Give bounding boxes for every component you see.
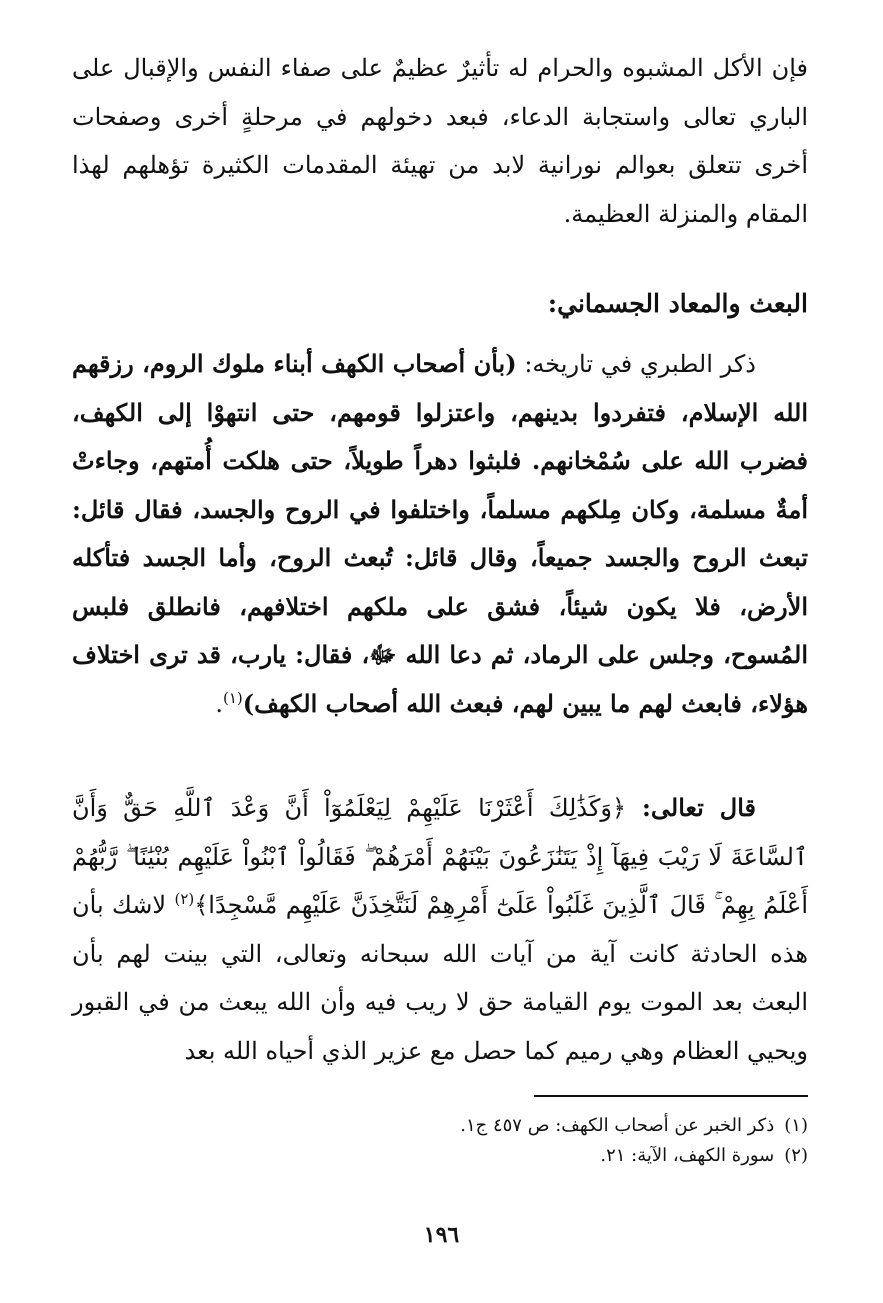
verse-section (72, 784, 808, 1075)
verse-paragraph (72, 784, 808, 1075)
footnotes (72, 1111, 808, 1171)
intro-paragraph: فإن الأكل المشبوه والحرام له تأثيرٌ عظيمٌ على صفاء النفس والإقبال على الباري تعالى واستجابة الدعاء، فبعد دخولهم في مرحلةٍ أخرى وصفحات أخرى تتعلق بعوالم نورانية لابد من تهيئة المقدمات الكثيرة تؤهلهم لهذا المقام والمنزلة العظيمة. (72, 54, 808, 228)
footnote-ref-1: (١) (223, 688, 243, 707)
tabari-lead: ذكر الطبري في تاريخه: (516, 350, 756, 378)
footnote-separator (534, 1095, 808, 1097)
tabari-end: . (215, 689, 223, 718)
page-number: ١٩٦ (423, 1222, 460, 1248)
footnote-1-number: (١) (784, 1115, 808, 1136)
tabari-paragraph (72, 340, 808, 728)
footnote-1-text: ذكر الخبر عن أصحاب الكهف: ص ٤٥٧ ج١. (460, 1115, 775, 1136)
section-heading-container (72, 280, 808, 328)
footnote-2-number: (٢) (784, 1145, 808, 1166)
verse-lead: قال تعالى: (626, 793, 756, 822)
footnote-1 (72, 1111, 808, 1141)
quran-verse: ﴿وَكَذَٰلِكَ أَعْثَرْنَا عَلَيْهِمْ لِيَعْلَمُوٓاْ أَنَّ وَعْدَ ٱللَّهِ حَقٌّ وَأَنَّ ٱلسَّاعَةَ لَا رَيْبَ فِيهَآ إِذْ يَتَنَٰزَعُونَ بَيْنَهُمْ أَمْرَهُمْ ۖ فَقَالُواْ ٱبْنُواْ عَلَيْهِم بُنْيَٰنًا ۖ رَّبُّهُمْ أَعْلَمُ بِهِمْ ۚ قَالَ ٱلَّذِينَ غَلَبُواْ عَلَىٰٓ أَمْرِهِمْ لَنَتَّخِذَنَّ عَلَيْهِم مَّسْجِدًا﴾ (72, 794, 808, 919)
tabari-quote: (بأن أصحاب الكهف أبناء ملوك الروم، رزقهم الله الإسلام، فتفردوا بدينهم، واعتزلوا قومهم، حتى انتهوْا إلى الكهف، فضرب الله على سُمْخانهم. فلبثوا دهراً طويلاً، حتى هلكت أُمتهم، وجاءتْ أمةٌ مسلمة، وكان مِلكهم مسلماً، واختلفوا في الروح والجسد، فقال قائل: تبعث الروح والجسد جميعاً، وقال قائل: تُبعث الروح، وأما الجسد فتأكله الأرض، فلا يكون شيئاً، فشق على ملكهم اختلافهم، فانطلق فلبس المُسوح، وجلس على الرماد، ثم دعا الله ﷻ، فقال: يارب، قد ترى اختلاف هؤلاء، فابعث لهم ما يبين لهم، فبعث الله أصحاب الكهف) (72, 349, 809, 718)
verse-commentary: لاشك بأن هذه الحادثة كانت آية من آيات الله سبحانه وتعالى، التي بينت لهم بأن البعث بعد الموت يوم القيامة حق لا ريب فيه وأن الله يبعث من في القبور ويحيي العظام وهي رميم كما حصل مع عزير الذي أحياه الله بعد (72, 891, 808, 1065)
footnote-2 (72, 1141, 808, 1171)
footnote-ref-2: (٢) (174, 890, 195, 908)
section-heading: البعث والمعاد الجسماني: (547, 289, 808, 318)
book-page (72, 44, 809, 1166)
tabari-section (72, 340, 808, 728)
footnote-2-text: سورة الكهف، الآية: ٢١. (600, 1145, 775, 1166)
